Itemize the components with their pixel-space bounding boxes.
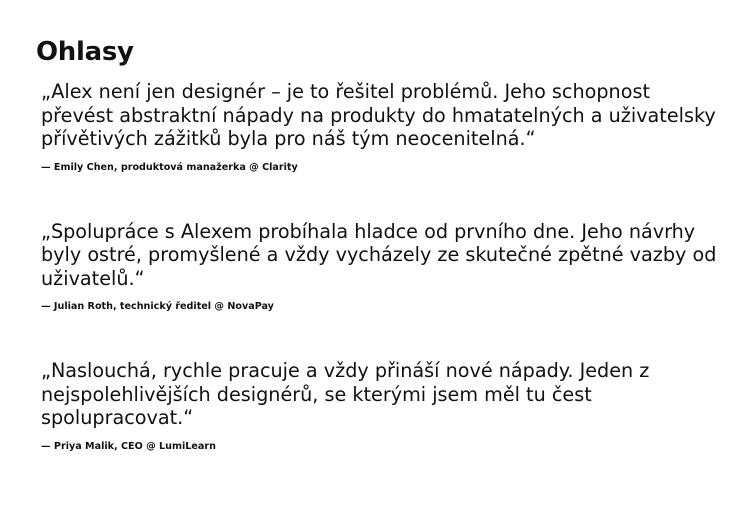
testimonial-author: — Julian Roth, technický ředitel @ NovaPay [41,301,274,312]
testimonial-item [41,220,726,315]
section-title: Ohlasy [36,37,134,67]
testimonials-section [36,34,726,454]
testimonial-quote: „Alex není jen designér – je to řešitel problémů. Jeho schopnost převést abstraktní nápady na produkty do hmatatelných a uživatelsky přívětivých zážitků byla pro náš tým neocenitelná.“ [41,80,716,150]
testimonial-list [36,80,726,454]
testimonial-quote: „Spolupráce s Alexem probíhala hladce od prvního dne. Jeho návrhy byly ostré, promyšlené a vždy vycházely ze skutečné zpětné vazby od uživatelů.“ [41,219,717,290]
testimonial-author: — Emily Chen, produktová manažerka @ Clarity [41,161,298,173]
testimonial-item [41,80,726,175]
testimonial-item [41,359,726,454]
testimonial-quote: „Naslouchá, rychle pracuje a vždy přináší nové nápady. Jeden z nejspolehlivějších designérů, se kterými jsem měl tu čest spolupracovat.“ [41,359,650,429]
testimonial-author: — Priya Malik, CEO @ LumiLearn [41,440,216,452]
